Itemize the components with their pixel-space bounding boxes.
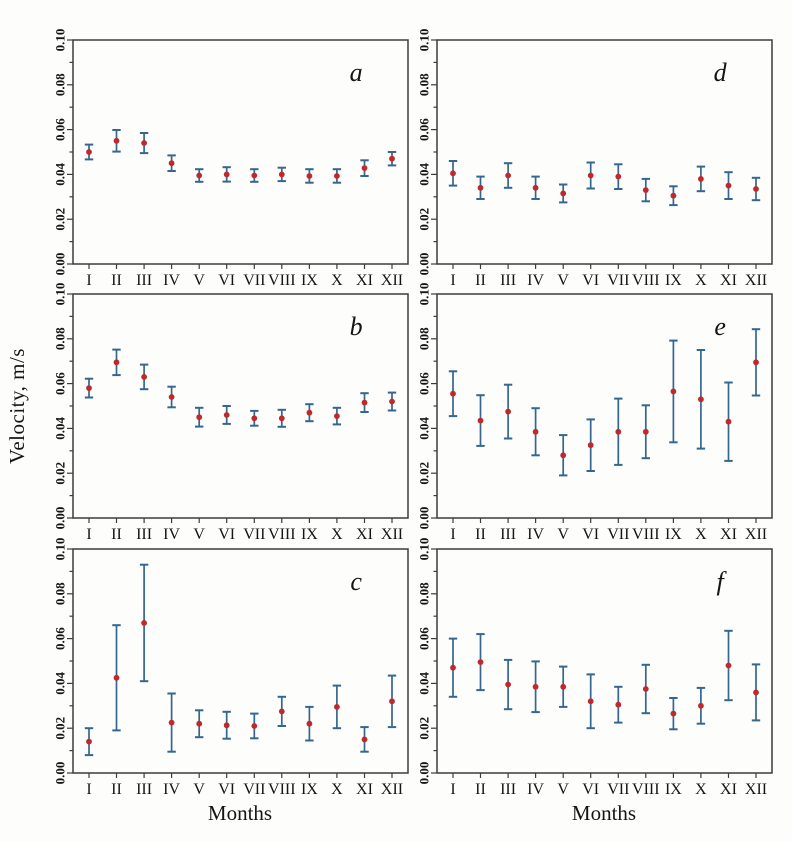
y-tick-label: 0.00 bbox=[52, 252, 68, 276]
data-point bbox=[86, 149, 92, 155]
data-point bbox=[698, 176, 704, 182]
x-tick-label: III bbox=[500, 781, 517, 798]
data-point bbox=[196, 721, 202, 727]
data-point bbox=[588, 442, 594, 448]
data-point bbox=[643, 686, 649, 692]
x-tick-label: IX bbox=[664, 781, 682, 798]
x-tick-label: X bbox=[331, 272, 343, 289]
x-tick-label: XI bbox=[720, 526, 737, 543]
data-point bbox=[560, 191, 566, 197]
y-tick-label: 0.06 bbox=[416, 118, 432, 141]
y-tick-label: 0.00 bbox=[416, 761, 432, 785]
data-point bbox=[307, 721, 313, 727]
x-tick-label: II bbox=[475, 781, 486, 798]
data-point bbox=[450, 665, 456, 671]
x-tick-label: VII bbox=[607, 781, 630, 798]
x-tick-label: IX bbox=[300, 526, 318, 543]
y-tick-label: 0.06 bbox=[52, 372, 68, 395]
y-tick-label: 0.10 bbox=[52, 28, 68, 52]
x-tick-label: V bbox=[557, 781, 569, 798]
panel-letter: a bbox=[349, 58, 363, 87]
x-tick-label: X bbox=[695, 781, 707, 798]
panel-letter: e bbox=[714, 312, 726, 341]
y-tick-label: 0.00 bbox=[52, 761, 68, 785]
y-tick-label: 0.08 bbox=[52, 73, 68, 97]
panel-c-errorbar-chart bbox=[40, 537, 412, 805]
x-tick-label: XI bbox=[356, 526, 373, 543]
y-tick-label: 0.04 bbox=[52, 163, 68, 186]
data-point bbox=[141, 140, 147, 146]
data-point bbox=[279, 415, 285, 421]
x-tick-label: IX bbox=[300, 272, 318, 289]
x-tick-label: IV bbox=[163, 526, 181, 543]
data-point bbox=[753, 186, 759, 192]
x-tick-label: II bbox=[111, 526, 122, 543]
data-point bbox=[196, 173, 202, 179]
x-tick-label: VI bbox=[582, 526, 600, 543]
data-point bbox=[389, 698, 395, 704]
x-tick-label: I bbox=[450, 781, 456, 798]
y-tick-label: 0.08 bbox=[52, 582, 68, 606]
data-point bbox=[698, 703, 704, 709]
x-tick-label: I bbox=[450, 272, 456, 289]
y-tick-label: 0.04 bbox=[416, 417, 432, 440]
x-tick-label: V bbox=[193, 272, 205, 289]
data-point bbox=[533, 684, 539, 690]
x-tick-label: I bbox=[86, 272, 92, 289]
panel-d-errorbar-chart bbox=[404, 28, 776, 296]
data-point bbox=[615, 174, 621, 180]
x-tick-label: XI bbox=[720, 781, 737, 798]
x-tick-label: VI bbox=[218, 526, 236, 543]
data-point bbox=[251, 415, 257, 421]
data-point bbox=[560, 684, 566, 690]
x-tick-label: VI bbox=[218, 272, 236, 289]
x-tick-label: VIII bbox=[268, 526, 296, 543]
data-point bbox=[307, 173, 313, 179]
data-point bbox=[251, 173, 257, 179]
data-point bbox=[505, 682, 511, 688]
y-tick-label: 0.02 bbox=[416, 716, 432, 740]
y-tick-label: 0.04 bbox=[52, 672, 68, 695]
x-tick-label: III bbox=[500, 272, 517, 289]
y-tick-label: 0.04 bbox=[416, 163, 432, 186]
y-tick-label: 0.00 bbox=[416, 252, 432, 276]
data-point bbox=[224, 412, 230, 418]
data-point bbox=[334, 704, 340, 710]
x-axis-title-left: Months bbox=[207, 801, 273, 825]
x-tick-label: II bbox=[475, 272, 486, 289]
data-point bbox=[362, 400, 368, 406]
data-point bbox=[533, 429, 539, 435]
x-tick-label: IV bbox=[163, 272, 181, 289]
y-tick-label: 0.04 bbox=[416, 672, 432, 695]
x-tick-label: VIII bbox=[632, 781, 660, 798]
data-point bbox=[307, 410, 313, 416]
data-point bbox=[362, 737, 368, 743]
x-tick-label: VII bbox=[243, 781, 266, 798]
y-tick-label: 0.10 bbox=[52, 537, 68, 561]
y-tick-label: 0.10 bbox=[52, 282, 68, 306]
x-tick-label: II bbox=[111, 272, 122, 289]
y-tick-label: 0.08 bbox=[416, 582, 432, 606]
data-point bbox=[671, 711, 677, 717]
data-point bbox=[334, 413, 340, 419]
data-point bbox=[334, 173, 340, 179]
panel-a-errorbar-chart bbox=[40, 28, 412, 296]
panel-letter: f bbox=[716, 567, 724, 596]
y-tick-label: 0.04 bbox=[52, 417, 68, 440]
data-point bbox=[726, 663, 732, 669]
data-point bbox=[362, 165, 368, 171]
data-point bbox=[141, 374, 147, 380]
x-tick-label: VIII bbox=[632, 272, 660, 289]
x-tick-label: VIII bbox=[632, 526, 660, 543]
data-point bbox=[505, 173, 511, 179]
data-point bbox=[224, 172, 230, 178]
x-tick-label: IV bbox=[527, 526, 545, 543]
x-tick-label: VIII bbox=[268, 781, 296, 798]
y-tick-label: 0.02 bbox=[416, 461, 432, 485]
data-point bbox=[753, 690, 759, 696]
data-point bbox=[478, 659, 484, 665]
data-point bbox=[478, 185, 484, 191]
data-point bbox=[450, 170, 456, 176]
data-point bbox=[588, 173, 594, 179]
x-axis-title-right: Months bbox=[571, 801, 637, 825]
panel-b-errorbar-chart bbox=[40, 282, 412, 550]
panel-e-errorbar-chart bbox=[404, 282, 776, 550]
y-tick-label: 0.02 bbox=[52, 207, 68, 231]
x-tick-label: XII bbox=[380, 272, 404, 289]
x-tick-label: XI bbox=[356, 272, 373, 289]
x-tick-label: VI bbox=[582, 781, 600, 798]
data-point bbox=[505, 409, 511, 415]
x-tick-label: XI bbox=[720, 272, 737, 289]
data-point bbox=[114, 675, 120, 681]
data-point bbox=[726, 183, 732, 189]
x-tick-label: II bbox=[111, 781, 122, 798]
y-tick-label: 0.00 bbox=[52, 506, 68, 530]
y-tick-label: 0.10 bbox=[416, 282, 432, 306]
x-tick-label: IV bbox=[163, 781, 181, 798]
y-tick-label: 0.06 bbox=[416, 372, 432, 395]
x-tick-label: IX bbox=[664, 526, 682, 543]
data-point bbox=[389, 399, 395, 405]
x-tick-label: IV bbox=[527, 781, 545, 798]
data-point bbox=[698, 396, 704, 402]
data-point bbox=[169, 160, 175, 166]
y-tick-label: 0.00 bbox=[416, 506, 432, 530]
data-point bbox=[141, 620, 147, 626]
x-tick-label: VIII bbox=[268, 272, 296, 289]
x-tick-label: IX bbox=[664, 272, 682, 289]
y-tick-label: 0.08 bbox=[416, 73, 432, 97]
data-point bbox=[560, 452, 566, 458]
x-tick-label: V bbox=[193, 781, 205, 798]
x-tick-label: X bbox=[695, 526, 707, 543]
x-tick-label: III bbox=[136, 272, 153, 289]
data-point bbox=[726, 419, 732, 425]
data-point bbox=[279, 172, 285, 178]
x-tick-label: V bbox=[557, 272, 569, 289]
x-tick-label: XII bbox=[744, 781, 768, 798]
x-tick-label: XII bbox=[744, 272, 768, 289]
y-tick-label: 0.08 bbox=[416, 327, 432, 351]
data-point bbox=[450, 391, 456, 397]
x-tick-label: V bbox=[557, 526, 569, 543]
data-point bbox=[389, 156, 395, 162]
data-point bbox=[478, 418, 484, 424]
data-point bbox=[588, 698, 594, 704]
y-tick-label: 0.06 bbox=[52, 118, 68, 141]
x-tick-label: X bbox=[331, 526, 343, 543]
data-point bbox=[114, 138, 120, 144]
data-point bbox=[224, 722, 230, 728]
x-tick-label: IX bbox=[300, 781, 318, 798]
data-point bbox=[671, 389, 677, 395]
x-tick-label: IV bbox=[527, 272, 545, 289]
y-tick-label: 0.02 bbox=[52, 461, 68, 485]
data-point bbox=[533, 185, 539, 191]
y-tick-label: 0.10 bbox=[416, 28, 432, 52]
x-tick-label: XII bbox=[380, 526, 404, 543]
y-tick-label: 0.10 bbox=[416, 537, 432, 561]
data-point bbox=[643, 187, 649, 193]
x-tick-label: X bbox=[331, 781, 343, 798]
data-point bbox=[643, 429, 649, 435]
y-tick-label: 0.08 bbox=[52, 327, 68, 351]
data-point bbox=[86, 739, 92, 745]
x-tick-label: III bbox=[136, 781, 153, 798]
x-tick-label: VI bbox=[582, 272, 600, 289]
x-tick-label: VII bbox=[243, 272, 266, 289]
x-tick-label: I bbox=[86, 526, 92, 543]
y-tick-label: 0.06 bbox=[416, 627, 432, 650]
x-tick-label: VII bbox=[607, 526, 630, 543]
x-tick-label: I bbox=[86, 781, 92, 798]
x-tick-label: V bbox=[193, 526, 205, 543]
panel-letter: b bbox=[349, 312, 363, 341]
y-tick-label: 0.06 bbox=[52, 627, 68, 650]
panel-f-errorbar-chart bbox=[404, 537, 776, 805]
x-tick-label: XII bbox=[744, 526, 768, 543]
data-point bbox=[615, 429, 621, 435]
x-tick-label: III bbox=[136, 526, 153, 543]
data-point bbox=[671, 193, 677, 199]
x-tick-label: XII bbox=[380, 781, 404, 798]
y-axis-label: Velocity, m/s bbox=[5, 348, 29, 464]
data-point bbox=[196, 414, 202, 420]
x-tick-label: VII bbox=[243, 526, 266, 543]
x-tick-label: X bbox=[695, 272, 707, 289]
data-point bbox=[753, 359, 759, 365]
x-tick-label: XI bbox=[356, 781, 373, 798]
data-point bbox=[279, 709, 285, 715]
x-tick-label: II bbox=[475, 526, 486, 543]
data-point bbox=[114, 359, 120, 365]
data-point bbox=[169, 394, 175, 400]
panel-letter: d bbox=[713, 58, 727, 87]
x-tick-label: III bbox=[500, 526, 517, 543]
data-point bbox=[251, 723, 257, 729]
x-tick-label: I bbox=[450, 526, 456, 543]
y-tick-label: 0.02 bbox=[52, 716, 68, 740]
x-tick-label: VII bbox=[607, 272, 630, 289]
y-tick-label: 0.02 bbox=[416, 207, 432, 231]
data-point bbox=[86, 385, 92, 391]
panel-letter: c bbox=[350, 567, 362, 596]
data-point bbox=[169, 720, 175, 726]
x-tick-label: VI bbox=[218, 781, 236, 798]
data-point bbox=[615, 702, 621, 708]
